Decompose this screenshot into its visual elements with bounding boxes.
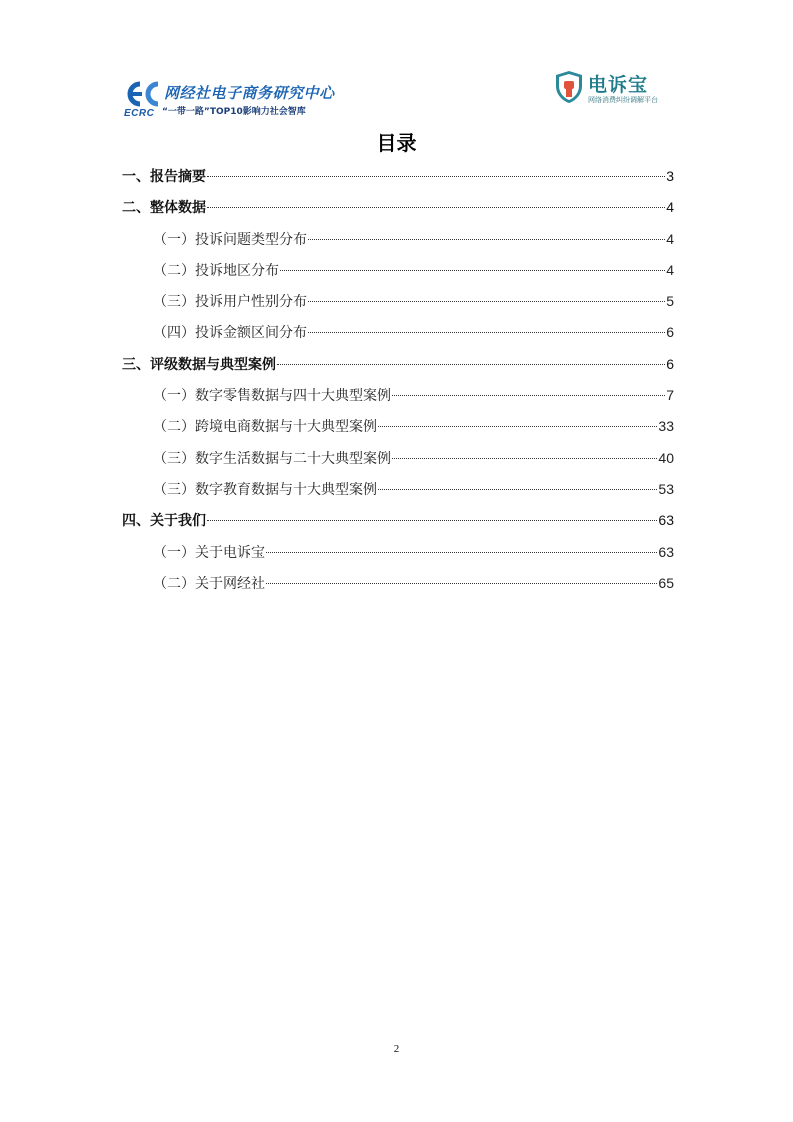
toc-entry[interactable] [122,382,674,413]
dot-leader [392,395,665,396]
toc-entry-label: （一）关于电诉宝 [153,544,265,561]
dot-leader [392,458,657,459]
toc-entry-label: 三、评级数据与典型案例 [122,356,276,373]
toc-entry-page: 4 [666,261,674,278]
toc-entry-label: 四、关于我们 [122,513,206,530]
toc-entry-label: （二）跨境电商数据与十大典型案例 [153,419,377,436]
dot-leader [378,426,657,427]
toc-entry-page: 4 [666,230,674,247]
shield-fist-icon [554,70,584,104]
toc-title: 目录 [376,131,417,155]
brand-tagline: 网络消费纠纷调解平台 [588,96,658,104]
toc-entry[interactable] [122,194,674,225]
dot-leader [308,301,665,302]
toc-entry[interactable] [122,507,674,538]
toc-entry-page: 33 [658,418,674,435]
toc-entry-label: （三）投诉用户性别分布 [153,294,307,311]
org-slogan: “一带一路”TOP10影响力社会智库 [162,107,306,117]
dot-leader [308,239,665,240]
ecrc-abbr: ECRC [124,108,155,119]
dot-leader [308,332,665,333]
toc-entry-page: 3 [666,168,674,184]
toc-entry-page: 7 [666,387,674,404]
toc-entry-page: 6 [666,355,674,372]
page-number: 2 [393,1043,400,1055]
toc-entry[interactable] [122,351,674,382]
toc-entry[interactable] [122,163,674,194]
toc-entry-page: 63 [658,512,674,529]
toc-entry-label: （一）投诉问题类型分布 [153,231,307,248]
toc-entry-label: （三）数字生活数据与二十大典型案例 [153,450,391,467]
brand-name: 电诉宝 [588,74,649,96]
toc-entry-label: （一）数字零售数据与四十大典型案例 [153,388,391,405]
dot-leader [266,552,657,553]
toc-entry-page: 4 [666,199,674,216]
ecrc-logo [122,78,335,122]
toc-entry[interactable] [122,226,674,257]
dot-leader [277,364,665,365]
toc-entry-label: （二）投诉地区分布 [153,262,279,279]
toc-entry[interactable] [122,445,674,476]
dot-leader [378,489,657,490]
toc-entry-label: （三）数字教育数据与十大典型案例 [153,481,377,498]
toc-entry-label: 一、报告摘要 [122,169,206,185]
toc-entry-page: 53 [658,480,674,497]
ec-logo-icon [122,80,162,108]
toc-entry-page: 65 [658,574,674,591]
toc-entry-page: 40 [658,449,674,466]
toc-entry[interactable] [122,570,674,601]
toc-entry-label: （四）投诉金额区间分布 [153,325,307,342]
toc-entry[interactable] [122,476,674,507]
dot-leader [207,207,665,208]
table-of-contents [122,163,674,601]
toc-entry-label: （二）关于网经社 [153,575,265,592]
dianshubao-logo [554,70,674,110]
org-name: 网经社电子商务研究中心 [164,84,335,102]
toc-entry-label: 二、整体数据 [122,200,206,217]
toc-entry-page: 63 [658,543,674,560]
dot-leader [266,583,657,584]
dot-leader [280,270,665,271]
toc-entry[interactable] [122,288,674,319]
dot-leader [207,176,665,177]
toc-entry[interactable] [122,257,674,288]
toc-entry[interactable] [122,319,674,350]
toc-entry-page: 6 [666,324,674,341]
toc-entry-page: 5 [666,293,674,310]
dot-leader [207,520,657,521]
toc-entry[interactable] [122,413,674,444]
toc-entry[interactable] [122,539,674,570]
